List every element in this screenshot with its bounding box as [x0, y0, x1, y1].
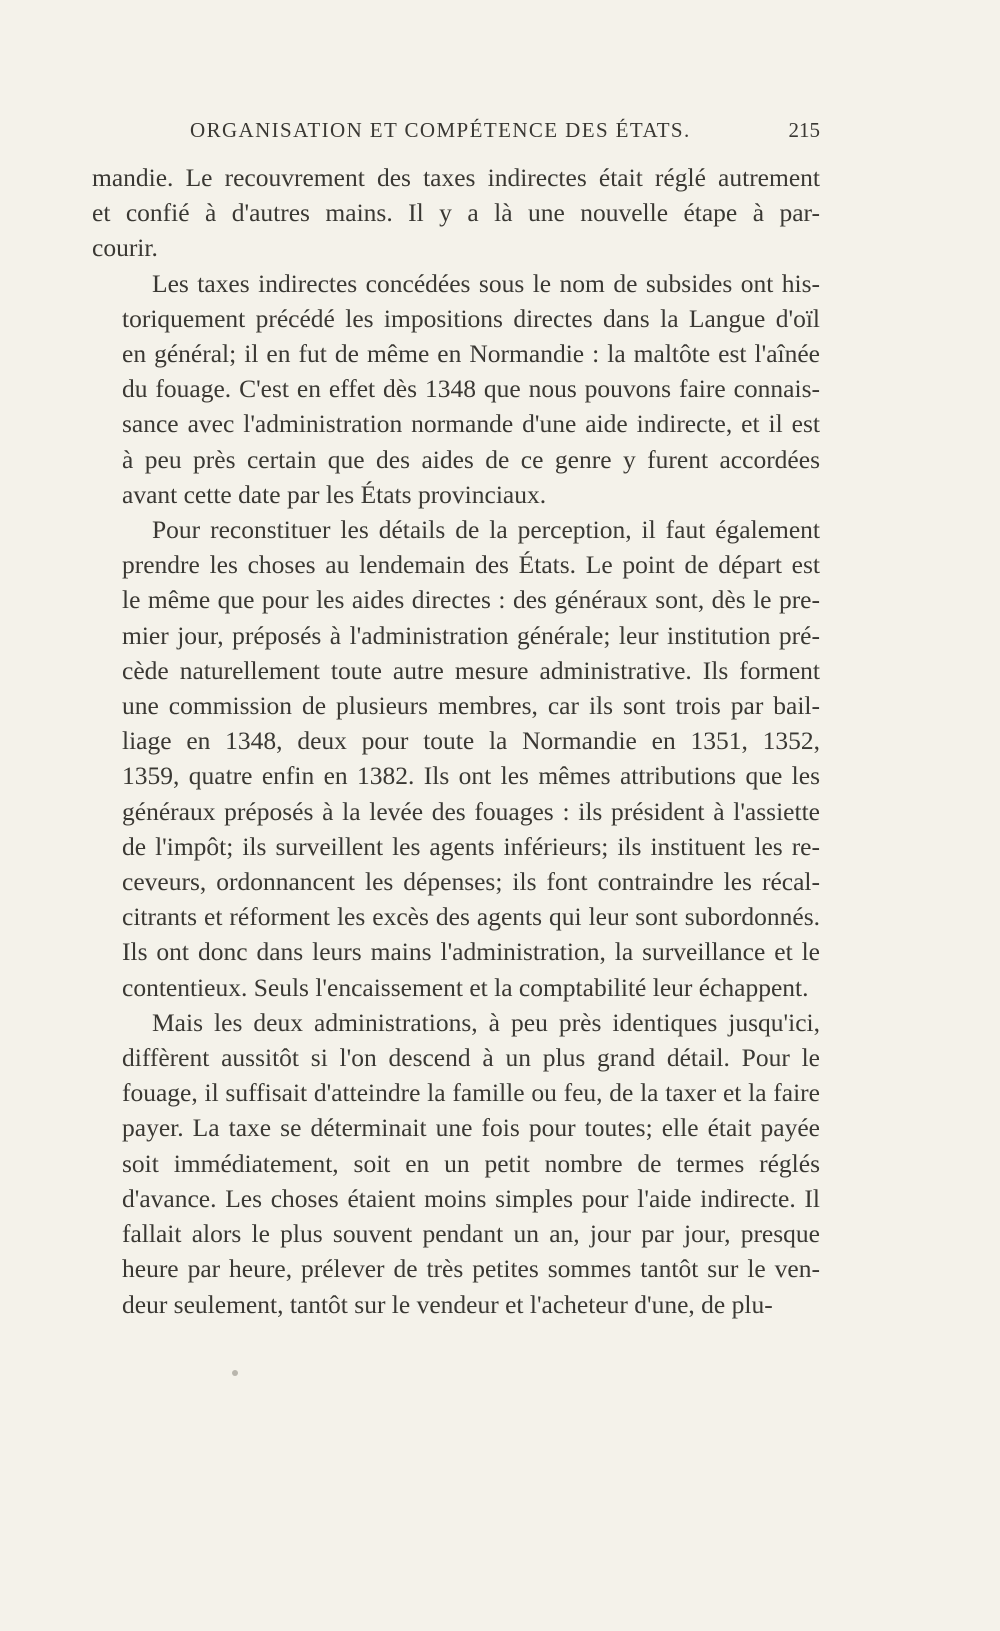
text-line: et confié à d'autres mains. Il y a là une nouvelle étape à par-	[92, 198, 820, 228]
ink-speck	[232, 1370, 238, 1376]
text-line: une commission de plusieurs membres, car ils sont trois par bail-	[122, 691, 820, 721]
text-line: contentieux. Seuls l'encaissement et la comptabilité leur échappent.	[122, 972, 809, 1002]
text-line: citrants et réforment les excès des agents qui leur sont subordonnés.	[122, 902, 820, 932]
text-line: de l'impôt; ils surveillent les agents inférieurs; ils instituent les re-	[122, 831, 820, 861]
text-line: soit immédiatement, soit en un petit nombre de termes réglés	[122, 1148, 820, 1178]
text-line: Les taxes indirectes concédées sous le nom de subsides ont his-	[152, 268, 820, 298]
text-line: à peu près certain que des aides de ce genre y furent accordées	[122, 444, 820, 474]
running-header	[190, 118, 820, 152]
text-line: diffèrent aussitôt si l'on descend à un plus grand détail. Pour le	[122, 1043, 820, 1073]
body-text	[92, 160, 820, 1322]
text-line: mier jour, préposés à l'administration générale; leur institution pré-	[122, 620, 820, 650]
paragraph	[92, 1005, 820, 1322]
text-line: fallait alors le plus souvent pendant un an, jour par jour, presque	[122, 1219, 820, 1249]
text-line: Ils ont donc dans leurs mains l'administration, la surveillance et le	[122, 937, 820, 967]
text-line: en général; il en fut de même en Normandie : la maltôte est l'aînée	[122, 339, 820, 369]
text-line: courir.	[92, 233, 158, 263]
text-line: payer. La taxe se déterminait une fois pour toutes; elle était payée	[122, 1113, 820, 1143]
text-line: mandie. Le recouvrement des taxes indirectes était réglé autrement	[92, 163, 820, 192]
text-line: ceveurs, ordonnancent les dépenses; ils font contraindre les récal-	[122, 867, 820, 897]
text-line: avant cette date par les États provinciaux.	[122, 479, 547, 509]
text-line: prendre les choses au lendemain des États. Le point de départ est	[122, 550, 820, 580]
text-line: d'avance. Les choses étaient moins simples pour l'aide indirecte. Il	[122, 1183, 820, 1213]
text-line: 1359, quatre enfin en 1382. Ils ont les mêmes attributions que les	[122, 761, 820, 791]
text-line: toriquement précédé les impositions directes dans la Langue d'oïl	[122, 303, 820, 333]
chapter-title: ORGANISATION ET COMPÉTENCE DES ÉTATS.	[190, 118, 691, 142]
text-line: deur seulement, tantôt sur le vendeur et l'acheteur d'une, de plu-	[122, 1289, 773, 1319]
text-line: Mais les deux administrations, à peu près identiques jusqu'ici,	[152, 1007, 820, 1037]
text-line: du fouage. C'est en effet dès 1348 que nous pouvons faire connais-	[122, 374, 820, 404]
text-line: liage en 1348, deux pour toute la Normandie en 1351, 1352,	[122, 726, 820, 756]
text-line: généraux préposés à la levée des fouages : ils président à l'assiette	[122, 796, 820, 826]
paragraph	[92, 160, 820, 266]
paragraph	[92, 512, 820, 1005]
paragraph	[92, 266, 820, 512]
text-line: cède naturellement toute autre mesure administrative. Ils forment	[122, 655, 820, 685]
page-number: 215	[788, 118, 820, 142]
text-line: sance avec l'administration normande d'une aide indirecte, et il est	[122, 409, 820, 439]
text-line: heure par heure, prélever de très petites sommes tantôt sur le ven-	[122, 1254, 820, 1284]
text-line: Pour reconstituer les détails de la perception, il faut également	[152, 515, 820, 545]
text-line: fouage, il suffisait d'atteindre la famille ou feu, de la taxer et la faire	[122, 1078, 820, 1108]
text-line: le même que pour les aides directes : des généraux sont, dès le pre-	[122, 585, 820, 615]
